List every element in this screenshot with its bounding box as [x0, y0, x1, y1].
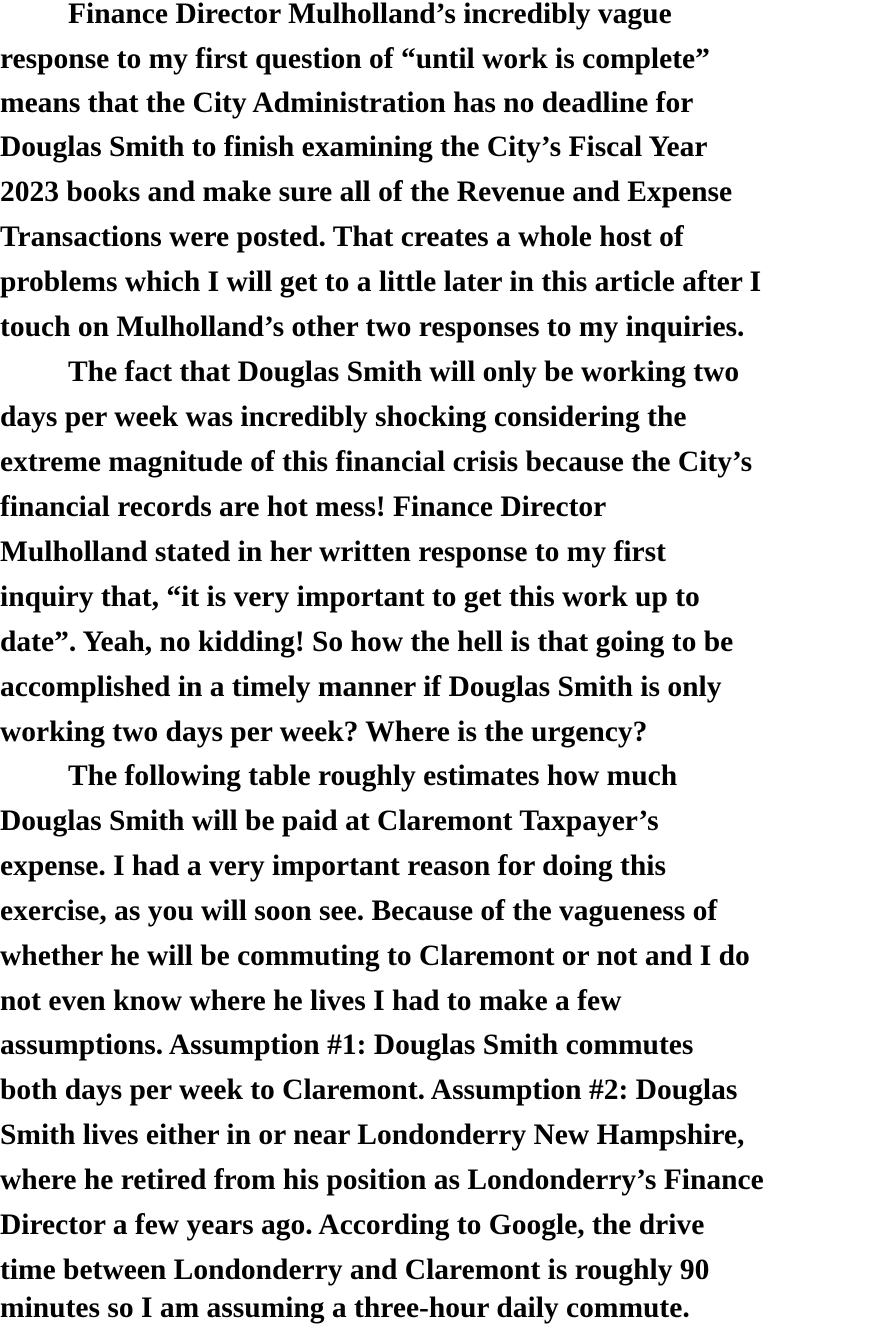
paragraph-3-line-13: minutes so I am assuming a three-hour daily commute. — [0, 1292, 690, 1324]
paragraph-3-line-10: where he retired from his position as Londonderry’s Finance — [0, 1164, 764, 1196]
paragraph-2-line-7: date”. Yeah, no kidding! So how the hell is that going to be — [0, 626, 734, 658]
paragraph-2-line-2: days per week was incredibly shocking considering the — [0, 401, 687, 433]
paragraph-1-line-2: response to my first question of “until work is complete” — [0, 43, 710, 75]
paragraph-2-line-5: Mulholland stated in her written response to my first — [0, 536, 666, 568]
paragraph-3-line-9: Smith lives either in or near Londonderry New Hampshire, — [0, 1119, 745, 1151]
paragraph-1-line-4: Douglas Smith to finish examining the City’s Fiscal Year — [0, 131, 708, 163]
paragraph-1-line-1: Finance Director Mulholland’s incredibly vague — [68, 0, 672, 30]
paragraph-1-line-5: 2023 books and make sure all of the Revenue and Expense — [0, 176, 733, 208]
paragraph-2-line-3: extreme magnitude of this financial crisis because the City’s — [0, 446, 753, 478]
paragraph-2-line-9: working two days per week? Where is the urgency? — [0, 716, 648, 748]
paragraph-3-line-7: assumptions. Assumption #1: Douglas Smith commutes — [0, 1029, 694, 1061]
paragraph-2-line-8: accomplished in a timely manner if Douglas Smith is only — [0, 671, 722, 703]
paragraph-3-line-2: Douglas Smith will be paid at Claremont Taxpayer’s — [0, 805, 659, 837]
paragraph-3-line-6: not even know where he lives I had to make a few — [0, 985, 622, 1017]
paragraph-3-line-4: exercise, as you will soon see. Because of the vagueness of — [0, 895, 718, 927]
paragraph-2-line-4: financial records are hot mess! Finance Director — [0, 491, 607, 523]
paragraph-1-line-7: problems which I will get to a little later in this article after I — [0, 266, 762, 298]
paragraph-3-line-1: The following table roughly estimates how much — [68, 760, 678, 792]
paragraph-1-line-8: touch on Mulholland’s other two responses to my inquiries. — [0, 311, 745, 343]
paragraph-3-line-12: time between Londonderry and Claremont is roughly 90 — [0, 1254, 710, 1286]
paragraph-1-line-3: means that the City Administration has no deadline for — [0, 87, 694, 119]
paragraph-3-line-11: Director a few years ago. According to Google, the drive — [0, 1209, 705, 1241]
paragraph-3-line-8: both days per week to Claremont. Assumption #2: Douglas — [0, 1074, 738, 1106]
paragraph-3-line-3: expense. I had a very important reason for doing this — [0, 850, 666, 882]
paragraph-3-line-5: whether he will be commuting to Claremont or not and I do — [0, 940, 750, 972]
paragraph-1-line-6: Transactions were posted. That creates a whole host of — [0, 221, 684, 253]
paragraph-2-line-6: inquiry that, “it is very important to get this work up to — [0, 581, 700, 613]
paragraph-2-line-1: The fact that Douglas Smith will only be working two — [68, 356, 740, 388]
